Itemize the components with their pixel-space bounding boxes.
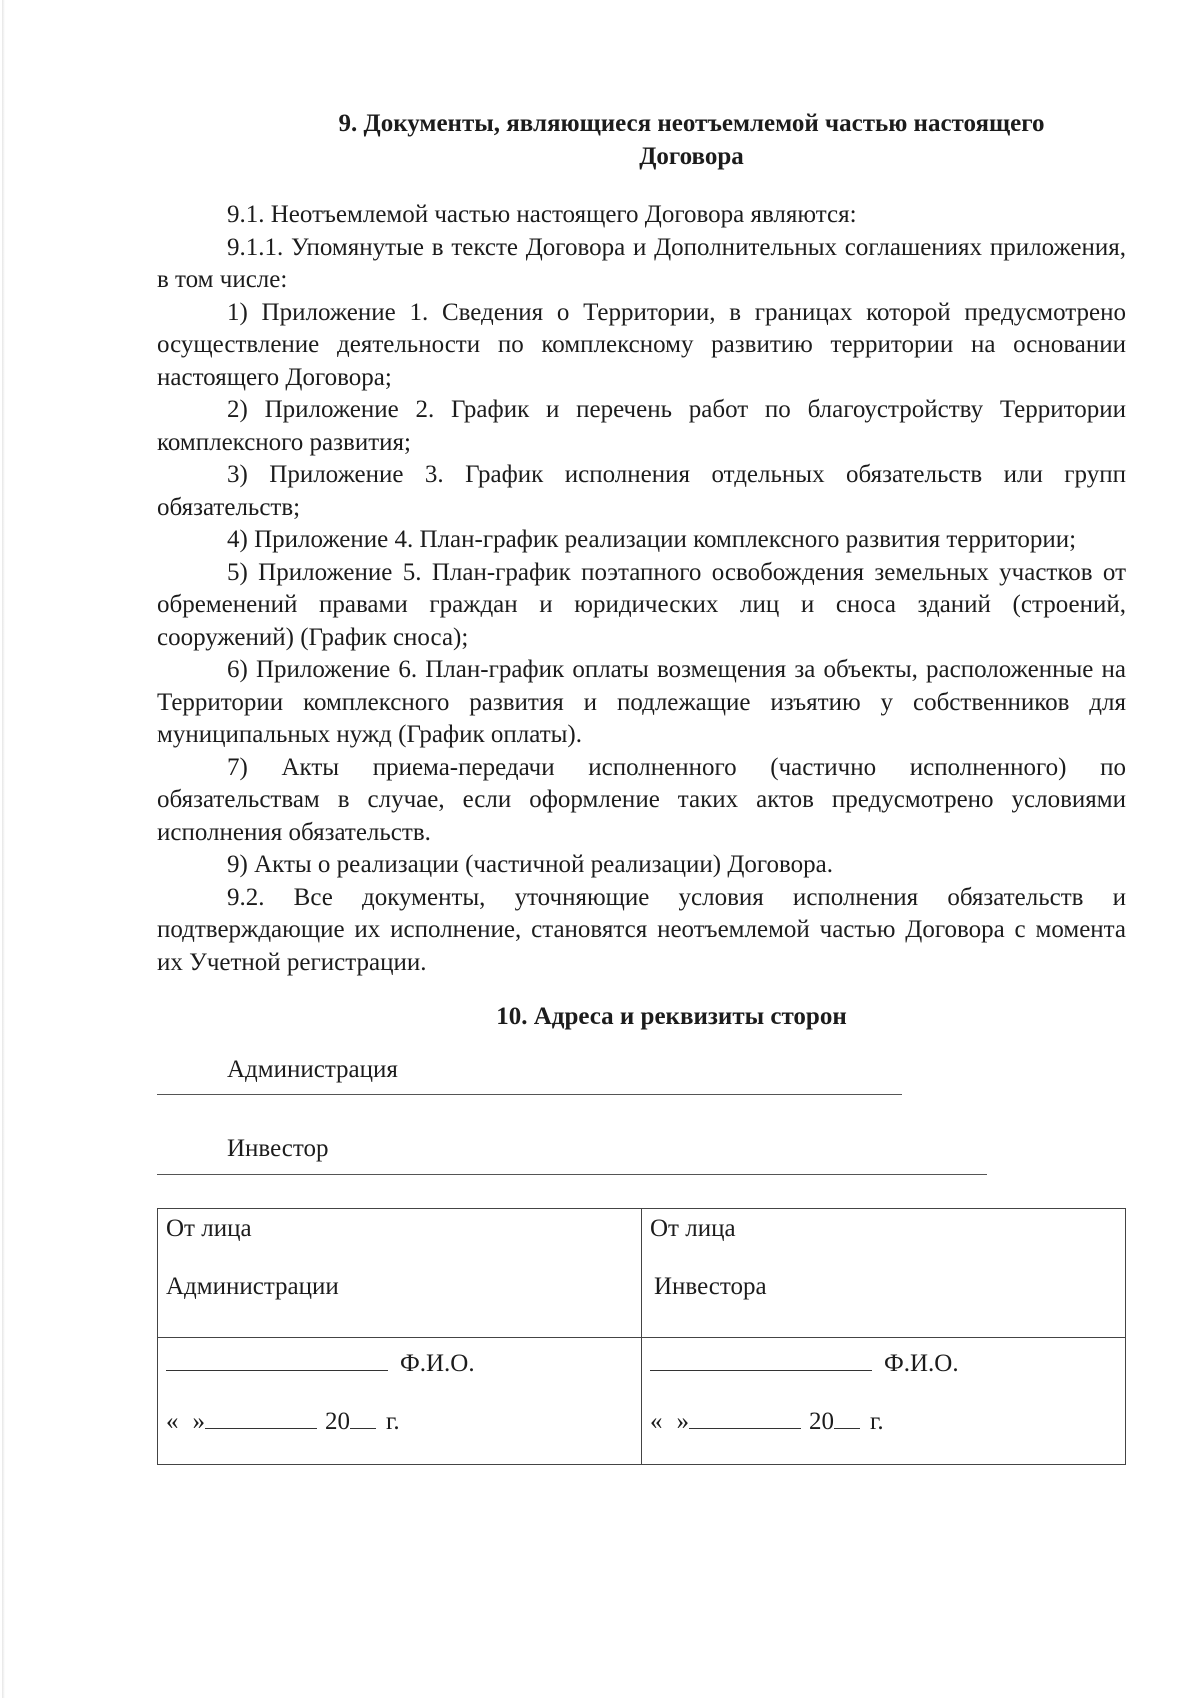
- list-item: 1) Приложение 1. Сведения о Территории, в границах которой предусмотрено осуществление деятельности по комплексному развитию территории на основании настоящего Договора;: [157, 298, 1126, 391]
- paragraph-9-1-1: 9.1.1. Упомянутые в тексте Договора и Дополнительных соглашениях приложения, в том числе:: [157, 233, 1126, 293]
- list-item: 2) Приложение 2. График и перечень работ по благоустройству Территории комплексного развития;: [157, 396, 1126, 456]
- section-9-title: [157, 108, 1126, 173]
- administration-quote-open: «: [166, 1407, 179, 1435]
- list-item: 4) Приложение 4. План-график реализации комплексного развития территории;: [227, 526, 1077, 553]
- administration-quote-close: »: [192, 1407, 205, 1435]
- investor-fio-label: Ф.И.О.: [884, 1349, 959, 1377]
- document-body: [157, 108, 1126, 1465]
- administration-fio-label: Ф.И.О.: [400, 1349, 475, 1377]
- administration-details-line: [157, 1094, 902, 1095]
- administration-date-blank[interactable]: [205, 1406, 317, 1429]
- list-item: 7) Акты приема-передачи исполненного (частично исполненного) по обязательствам в случае, если оформление таких актов предусмотрено условиями исполнения обязательств.: [157, 753, 1126, 846]
- party-investor-label: Инвестор: [227, 1135, 329, 1162]
- investor-signature-cell: [642, 1337, 1126, 1464]
- party-administration-label: Администрация: [227, 1055, 398, 1083]
- scan-edge: [2, 0, 5, 1698]
- section-9-title-line1: 9. Документы, являющиеся неотъемлемой частью настоящего: [338, 110, 1045, 137]
- investor-signature-blank[interactable]: [650, 1348, 872, 1371]
- administration-year-prefix: 20: [325, 1407, 350, 1435]
- investor-on-behalf: От лица: [650, 1214, 736, 1242]
- investor-date-line: [650, 1380, 1117, 1438]
- administration-signature-cell: [158, 1337, 642, 1464]
- list-item: 3) Приложение 3. График исполнения отдельных обязательств или групп обязательств;: [157, 461, 1126, 521]
- investor-year-suffix: г.: [870, 1407, 884, 1435]
- section-10-title: 10. Адреса и реквизиты сторон: [496, 1003, 847, 1030]
- administration-year-suffix: г.: [386, 1407, 400, 1435]
- investor-quote-open: «: [650, 1407, 663, 1435]
- signature-fields-row: [158, 1337, 1126, 1464]
- paragraph-9-2: 9.2. Все документы, уточняющие условия исполнения обязательств и подтверждающие их исполнение, становятся неотъемлемой частью Договора с момента их Учетной регистрации.: [157, 883, 1126, 976]
- administration-name: Администрации: [166, 1272, 339, 1300]
- list-item: 5) Приложение 5. План-график поэтапного освобождения земельных участков от обременений правами граждан и юридических лиц и сноса зданий (строений, сооружений) (График сноса);: [157, 558, 1126, 651]
- administration-signature-blank[interactable]: [166, 1348, 388, 1371]
- investor-quote-close: »: [676, 1407, 689, 1435]
- signature-header-row: [158, 1208, 1126, 1337]
- administration-cell: [158, 1208, 642, 1337]
- list-item: 6) Приложение 6. План-график оплаты возмещения за объекты, расположенные на Территории комплексного развития и подлежащие изъятию у собственников для муниципальных нужд (График оплаты).: [157, 656, 1126, 748]
- administration-on-behalf: От лица: [166, 1214, 252, 1242]
- investor-signature-line: [650, 1338, 1117, 1380]
- investor-year-blank[interactable]: [834, 1406, 860, 1429]
- administration-year-blank[interactable]: [350, 1406, 376, 1429]
- investor-cell: [642, 1208, 1126, 1337]
- administration-signature-line: [166, 1338, 633, 1380]
- investor-year-prefix: 20: [809, 1407, 834, 1435]
- investor-details-line: [157, 1174, 987, 1175]
- investor-date-blank[interactable]: [689, 1406, 801, 1429]
- list-item: 9) Акты о реализации (частичной реализации) Договора.: [227, 851, 833, 878]
- signature-table: [157, 1208, 1126, 1465]
- administration-date-line: [166, 1380, 633, 1438]
- paragraph-9-1: 9.1. Неотъемлемой частью настоящего Договора являются:: [227, 201, 857, 228]
- investor-name: Инвестора: [654, 1272, 767, 1300]
- section-9-title-line2: Договора: [639, 142, 744, 170]
